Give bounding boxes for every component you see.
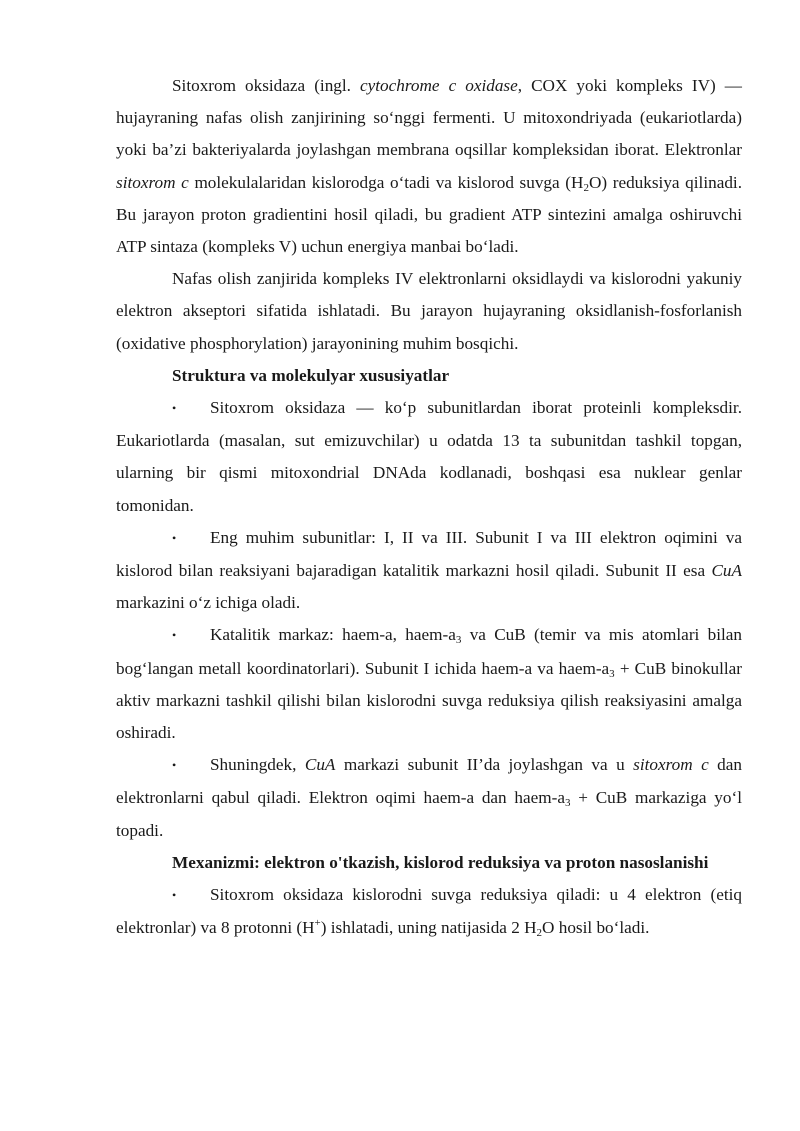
section-heading-mechanism: Mexanizmi: elektron o'tkazish, kislorod reduksiya va proton nasoslanishi — [172, 852, 709, 872]
bullet-item-catalytic-center: •Katalitik markaz: haem-a, haem-$a_3$ va CuB (temir va mis atomlari bilan bog‘langan metall koordinatorlari). Subunit I ichida haem-a va haem-$a_3$ + CuB binokullar aktiv markazni tashkil qilishi bilan kislorodni suvga reduksiya qilish reaksiyasini amalga oshiradi. — [116, 619, 742, 749]
bullet-icon — [172, 879, 210, 912]
document-page — [116, 70, 742, 944]
bullet-item-cua-center: •Shuningdek, CuA markazi subunit II’da joylashgan va u sitoxrom c dan elektronlarni qabul qiladi. Elektron oqimi haem-a dan haem-$a_3$ + CuB markaziga yo‘l topadi. — [116, 749, 742, 847]
bullet-item-key-subunits: •Eng muhim subunitlar: I, II va III. Subunit I va III elektron oqimini va kislorod bilan reaksiyani bajaradigan katalitik markazni hosil qiladi. Subunit II esa CuA markazini o‘z ichiga oladi. — [116, 522, 742, 620]
section-heading-structure: Struktura va molekulyar xususiyatlar — [172, 365, 450, 385]
bullet-icon — [172, 749, 210, 782]
bullet-icon — [172, 522, 210, 555]
bullet-item-subunits: •Sitoxrom oksidaza — ko‘p subunitlardan iborat proteinli kompleksdir. Eukariotlarda (masalan, sut emizuvchilar) u odatda 13 ta subunitdan tashkil topgan, ularning bir qismi mitoxondrial DNAda kodlanadi, boshqasi esa nuklear genlar tomonidan. — [116, 392, 742, 522]
bullet-icon — [172, 619, 210, 652]
bullet-item-oxygen-reduction: •Sitoxrom oksidaza kislorodni suvga reduksiya qiladi: u 4 elektron (etiq elektronlar) va 8 protonni (H+) ishlatadi, uning natijasida 2 $H_2O$ hosil bo‘ladi. — [116, 879, 742, 944]
bullet-icon — [172, 392, 210, 425]
paragraph-intro: Sitoxrom oksidaza (ingl. cytochrome c oxidase, COX yoki kompleks IV) — hujayraning nafas olish zanjirining so‘nggi fermenti. U mitoxondriyada (eukariotlarda) yoki ba’zi bakteriyalarda joylashgan membrana oqsillar kompleksidan iborat. Elektronlar sitoxrom c molekulalaridan kislorodga o‘tadi va kislorod suvga $(H_2O)$ reduksiya qilinadi. Bu jarayon proton gradientini hosil qiladi, bu gradient ATP sintezini amalga oshiruvchi ATP sintaza (kompleks V) uchun energiya manbai bo‘ladi. — [116, 76, 742, 257]
paragraph-respiratory-chain: Nafas olish zanjirida kompleks IV elektronlarni oksidlaydi va kislorodni yakuniy elektron akseptori sifatida ishlatadi. Bu jarayon hujayraning oksidlanish-fosforlanish (oxidative phosphorylation) jarayonining muhim bosqichi. — [116, 269, 742, 353]
